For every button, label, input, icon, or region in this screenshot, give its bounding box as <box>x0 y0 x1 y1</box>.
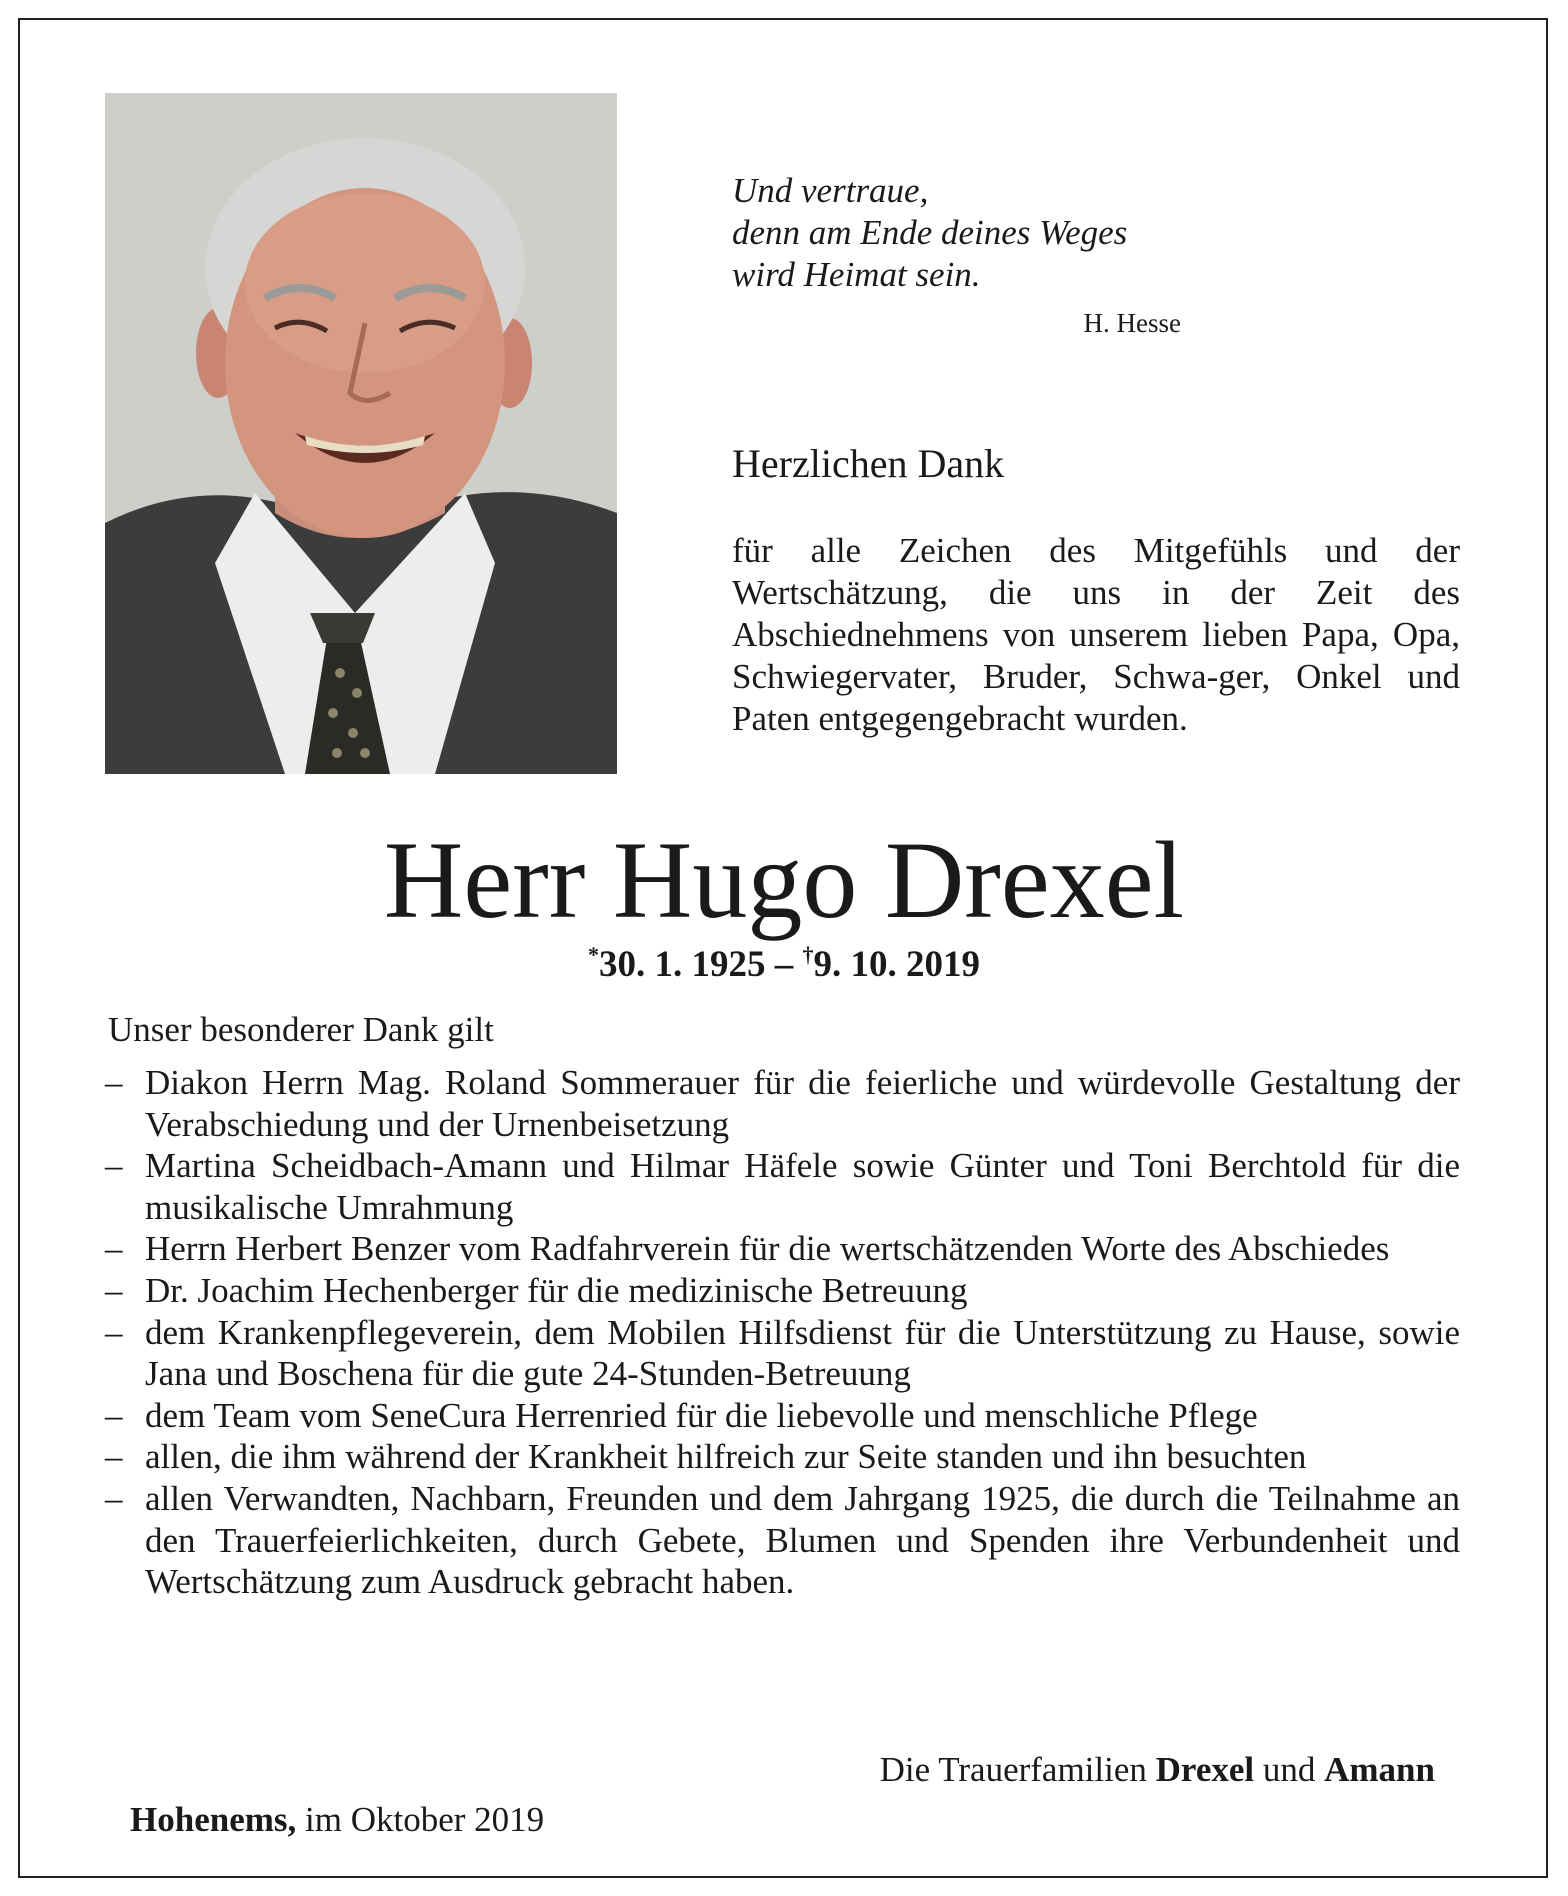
list-item <box>105 1478 1460 1603</box>
portrait-photo <box>105 93 617 774</box>
thanks-title: Herzlichen Dank <box>732 441 1005 486</box>
list-item-text: Herrn Herbert Benzer vom Radfahrverein für die wertschätzenden Worte des Abschiedes <box>145 1229 1390 1269</box>
quote-line: denn am Ende deines Weges <box>732 213 1128 252</box>
list-item-text: Martina Scheidbach-Amann und Hilmar Häfele sowie Günter und Toni Berchtold für die musikalische Umrahmung <box>145 1146 1460 1227</box>
family-name-drexel: Drexel <box>1155 1750 1255 1789</box>
list-dash: – <box>105 1063 123 1102</box>
list-item <box>105 1145 1460 1228</box>
list-item-text: dem Krankenpflegeverein, dem Mobilen Hilfsdienst für die Unterstützung zu Hause, sowie Jana und Boschena für die gute 24-Stunden-Betreuung <box>145 1312 1460 1394</box>
special-thanks-list <box>105 1062 1460 1603</box>
list-item <box>105 1228 1460 1270</box>
place-city: Hohenems, <box>130 1800 297 1839</box>
list-dash: – <box>105 1146 123 1186</box>
hesse-quote <box>732 170 1252 296</box>
list-item <box>105 1312 1460 1395</box>
birth-symbol: * <box>588 942 599 967</box>
place-date <box>130 1800 544 1840</box>
list-item <box>105 1436 1460 1478</box>
thanks-body: für alle Zeichen des Mitgefühls und der Wertschätzung, die uns in der Zeit des Abschiednehmens von unserem lieben Papa, Opa, Schwiegervater, Bruder, Schwa-ger, Onkel und Paten entgegengebracht wurden. <box>732 531 1460 738</box>
signature-prefix: Die Trauerfamilien <box>879 1750 1147 1789</box>
deceased-name: Herr Hugo Drexel <box>383 819 1185 941</box>
list-item-text: Diakon Herrn Mag. Roland Sommerauer für die feierliche und würdevolle Gestaltung der Verabschiedung und der Urnenbeisetzung <box>145 1063 1460 1144</box>
family-signature <box>740 1750 1435 1790</box>
death-symbol: † <box>802 942 814 967</box>
place-month: im Oktober 2019 <box>305 1800 545 1839</box>
list-dash: – <box>105 1312 123 1352</box>
list-dash: – <box>105 1437 123 1477</box>
list-item <box>105 1062 1460 1145</box>
list-item-text: dem Team vom SeneCura Herrenried für die liebevolle und menschliche Pflege <box>145 1395 1258 1435</box>
death-date: 9. 10. 2019 <box>813 944 980 985</box>
quote-line: Und vertraue, <box>732 171 929 210</box>
list-item-text: Dr. Joachim Hechenberger für die medizinische Betreuung <box>145 1270 968 1310</box>
signature-conj: und <box>1262 1750 1316 1789</box>
list-dash: – <box>105 1478 123 1518</box>
list-item <box>105 1395 1460 1437</box>
list-item-text: allen, die ihm während der Krankheit hilfreich zur Seite standen und ihn besuchten <box>145 1437 1307 1477</box>
family-name-amann: Amann <box>1324 1750 1435 1789</box>
quote-line: wird Heimat sein. <box>732 255 981 294</box>
list-item-text: allen Verwandten, Nachbarn, Freunden und dem Jahrgang 1925, die durch die Teilnahme an den Trauerfeierlichkeiten, durch Gebete, Blumen und Spenden ihre Verbundenheit und Wertschätzung zum Ausdruck gebracht haben. <box>145 1478 1460 1602</box>
date-separator: – <box>765 944 803 985</box>
special-thanks-intro: Unser besonderer Dank gilt <box>108 1010 494 1049</box>
list-dash: – <box>105 1395 123 1435</box>
list-dash: – <box>105 1270 123 1310</box>
quote-author: H. Hesse <box>1083 308 1181 338</box>
birth-date: 30. 1. 1925 <box>599 944 766 985</box>
list-dash: – <box>105 1229 123 1269</box>
list-item <box>105 1270 1460 1312</box>
life-dates <box>0 942 1568 986</box>
